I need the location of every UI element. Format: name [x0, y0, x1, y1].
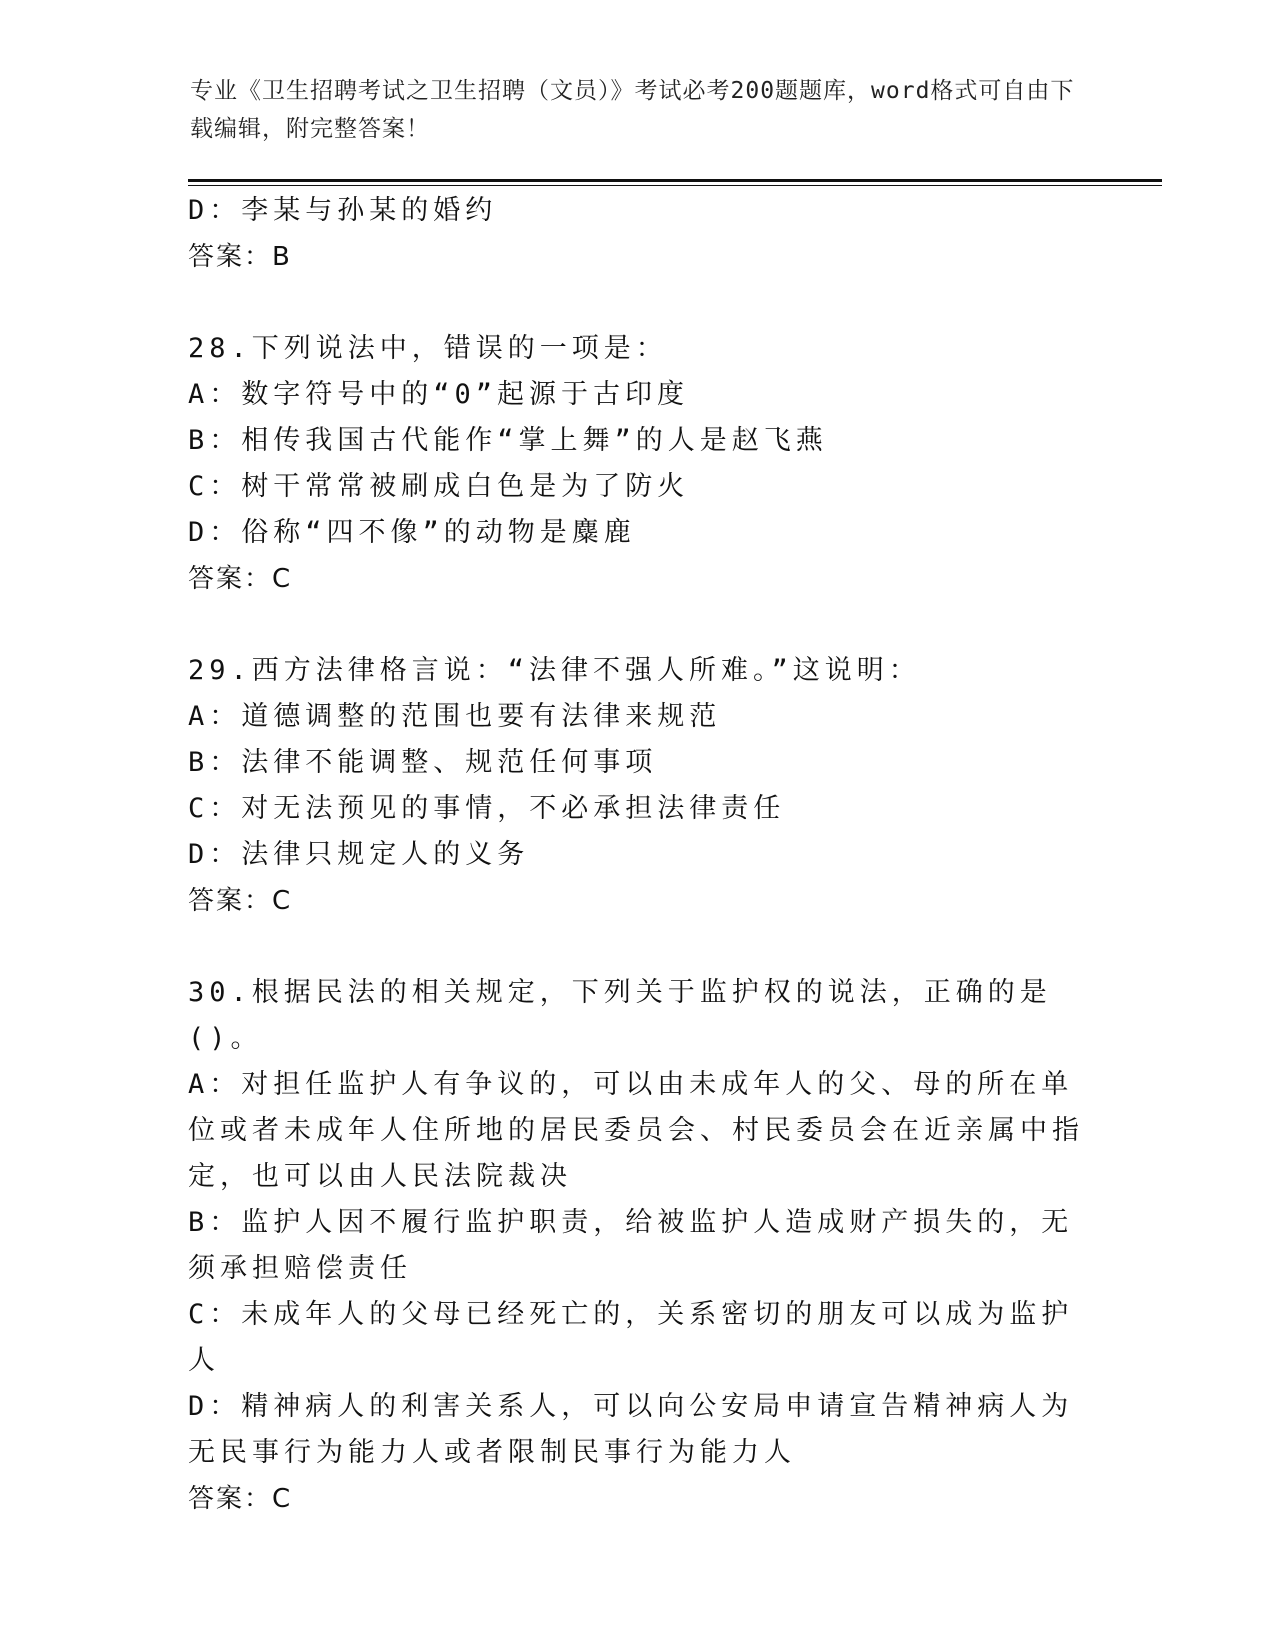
- option-c: C：对无法预见的事情，不必承担法律责任: [188, 793, 786, 824]
- option-b: B：相传我国古代能作“掌上舞”的人是赵飞燕: [188, 425, 828, 456]
- answer-line: 答案：B: [188, 242, 292, 272]
- header-rule-thin: [188, 185, 1162, 186]
- option-d: D：李某与孙某的婚约: [188, 195, 498, 226]
- header-rule-thick: [188, 179, 1162, 182]
- spacer: [188, 924, 1088, 970]
- spacer: [188, 280, 1088, 326]
- option-c: C：未成年人的父母已经死亡的，关系密切的朋友可以成为监护人: [188, 1299, 1074, 1376]
- answer-line: 答案：C: [188, 886, 293, 916]
- option-a: A：数字符号中的“0”起源于古印度: [188, 379, 690, 410]
- option-c: C：树干常常被刷成白色是为了防火: [188, 471, 690, 502]
- question-block-29: [188, 648, 1088, 924]
- option-b: B：监护人因不履行监护职责，给被监护人造成财产损失的，无须承担赔偿责任: [188, 1207, 1074, 1284]
- option-a: A：道德调整的范围也要有法律来规范: [188, 701, 722, 732]
- question-block-28: [188, 326, 1088, 602]
- option-b: B：法律不能调整、规范任何事项: [188, 747, 658, 778]
- question-block-27: [188, 188, 1088, 280]
- question-stem: 28.下列说法中，错误的一项是：: [188, 333, 668, 364]
- question-content: [188, 188, 1088, 1522]
- answer-line: 答案：C: [188, 1484, 293, 1514]
- answer-line: 答案：C: [188, 564, 293, 594]
- document-header: 专业《卫生招聘考试之卫生招聘（文员）》考试必考200题题库，word格式可自由下载编辑，附完整答案！: [190, 78, 1075, 142]
- option-d: D：精神病人的利害关系人，可以向公安局申请宣告精神病人为无民事行为能力人或者限制民事行为能力人: [188, 1391, 1074, 1468]
- question-stem: 30.根据民法的相关规定，下列关于监护权的说法，正确的是()。: [188, 977, 1052, 1054]
- option-a: A：对担任监护人有争议的，可以由未成年人的父、母的所在单位或者未成年人住所地的居民委员会、村民委员会在近亲属中指定，也可以由人民法院裁决: [188, 1069, 1084, 1192]
- option-d: D：俗称“四不像”的动物是麋鹿: [188, 517, 636, 548]
- question-stem: 29.西方法律格言说：“法律不强人所难。”这说明：: [188, 655, 921, 686]
- option-d: D：法律只规定人的义务: [188, 839, 530, 870]
- question-block-30: [188, 970, 1088, 1522]
- spacer: [188, 602, 1088, 648]
